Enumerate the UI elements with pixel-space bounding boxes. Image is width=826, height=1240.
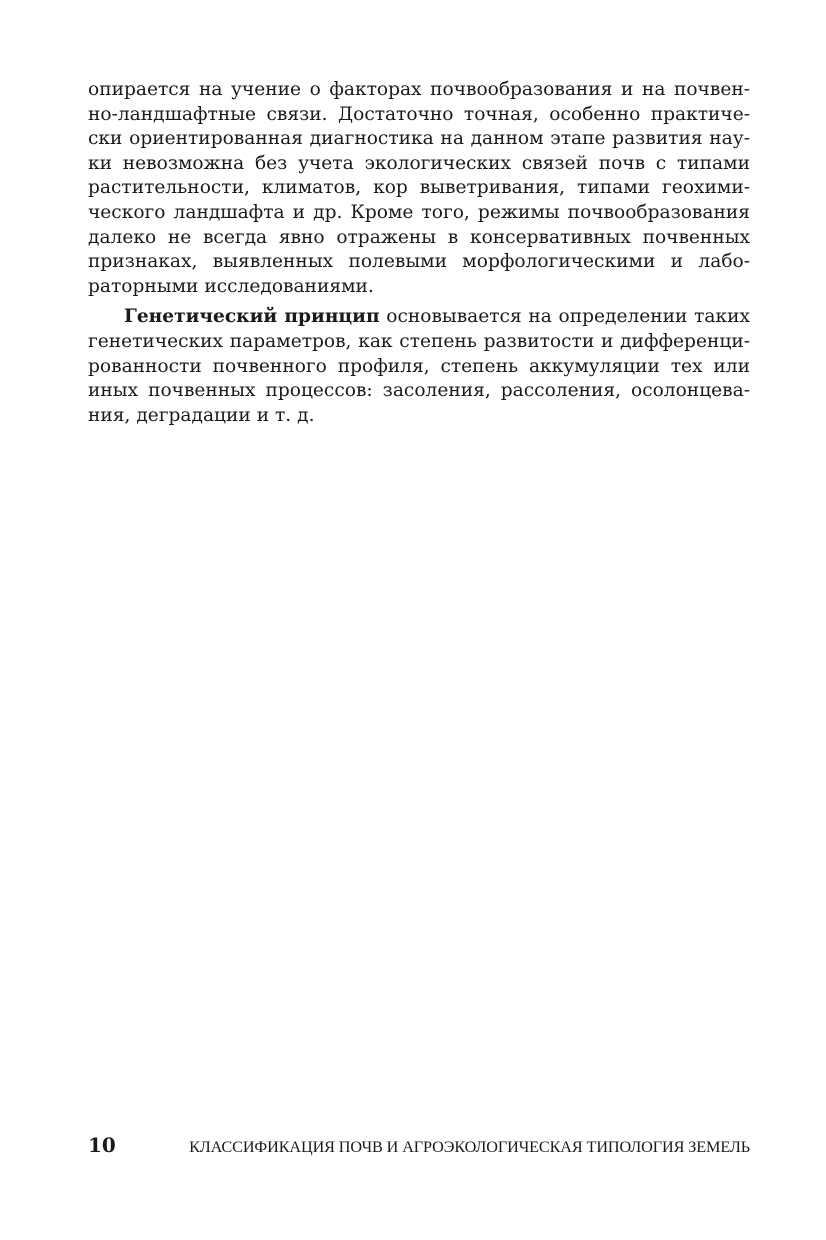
text-line: раторными исследованиями. <box>88 275 374 297</box>
page-number: 10 <box>88 1133 116 1157</box>
text-line: признаках, выявленных полевыми морфологическими и лабо- <box>88 251 750 273</box>
text-line: но-ландшафтные связи. Достаточно точная, особенно практиче- <box>88 103 750 125</box>
text-line: ки невозможна без учета экологических связей почв с типами <box>88 152 750 174</box>
page-footer <box>88 1133 750 1157</box>
paragraph-genetic-principle <box>88 305 750 428</box>
text-line: опирается на учение о факторах почвообразования и на почвен- <box>88 79 750 100</box>
text-run: основывается на определении таких <box>379 306 750 328</box>
text-line: ния, деградации и т. д. <box>88 404 315 426</box>
text-line: иных почвенных процессов: засоления, рассоления, осолонцева- <box>88 380 750 402</box>
running-head: КЛАССИФИКАЦИЯ ПОЧВ И АГРОЭКОЛОГИЧЕСКАЯ ТИПОЛОГИЯ ЗЕМЕЛЬ <box>189 1138 750 1156</box>
text-line: рованности почвенного профиля, степень аккумуляции тех или <box>88 355 750 377</box>
paragraph-continuation <box>88 78 750 299</box>
text-line: ческого ландшафта и др. Кроме того, режимы почвообразования <box>88 201 750 223</box>
text-line: далеко не всегда явно отражены в консервативных почвенных <box>88 226 750 248</box>
text-line: ски ориентированная диагностика на данном этапе развития нау- <box>88 128 750 150</box>
text-line: генетических параметров, как степень развитости и дифференци- <box>88 330 750 352</box>
page-body <box>88 78 750 428</box>
text-line-first <box>88 305 750 330</box>
text-line: растительности, климатов, кор выветривания, типами геохими- <box>88 177 750 199</box>
bold-term: Генетический принцип <box>124 306 380 328</box>
